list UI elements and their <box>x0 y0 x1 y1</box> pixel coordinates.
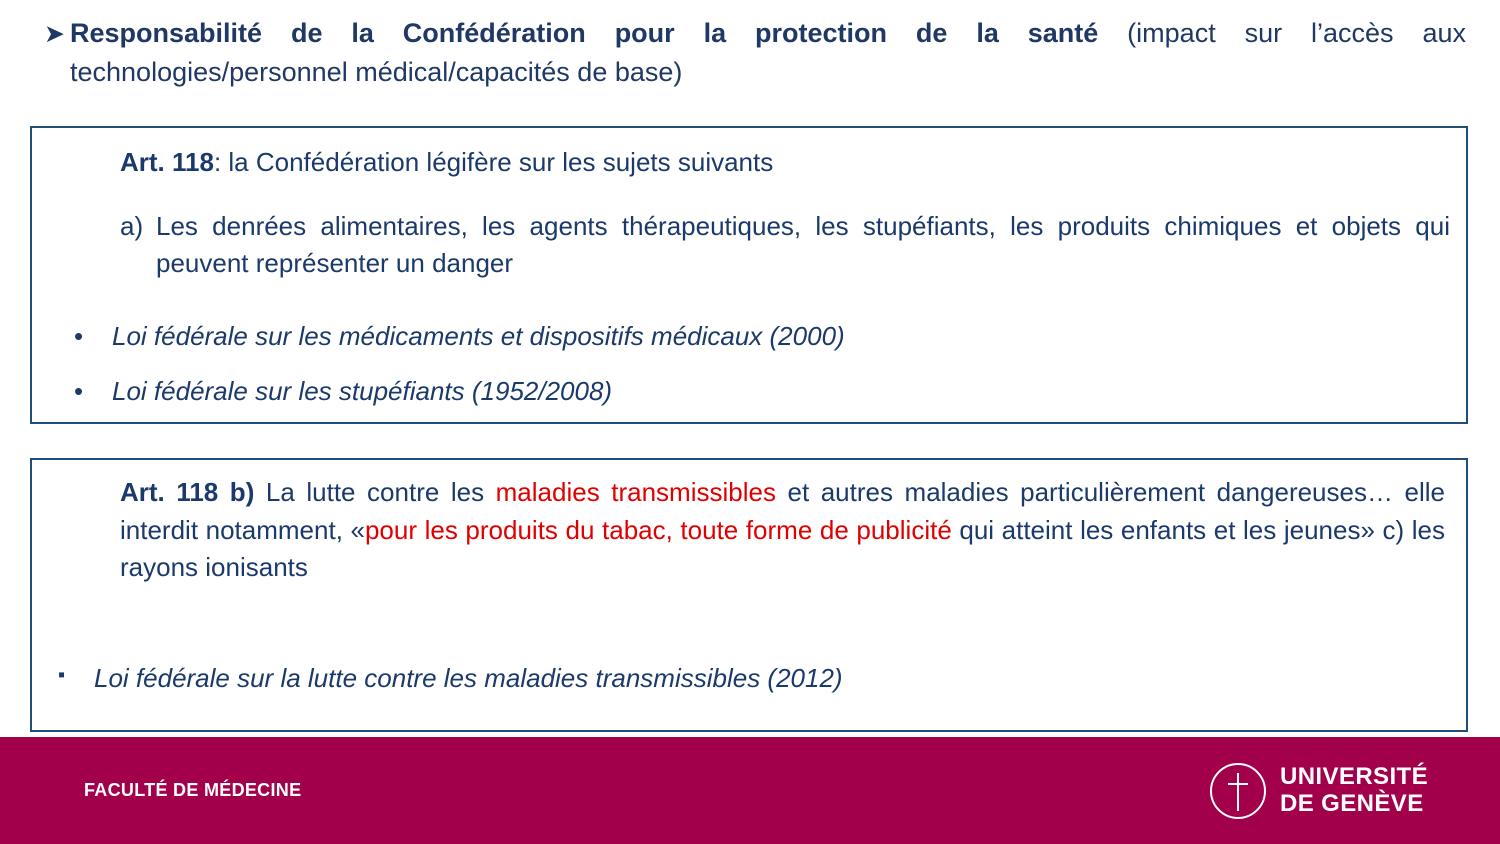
art118-heading <box>120 144 1440 180</box>
law-item-medicaments <box>66 318 1446 354</box>
art118b-highlight-1: maladies transmissibles <box>495 477 776 507</box>
law-item-transmissibles-text: Loi fédérale sur la lutte contre les maladies transmissibles (2012) <box>94 663 843 693</box>
law-item-stupefiants <box>66 373 1446 409</box>
arrow-bullet-icon: ➤ <box>44 20 65 48</box>
footer-bar <box>0 737 1500 844</box>
top-bullet-rest: (impact sur l’accès aux technologies/personnel médical/capacités de base) <box>70 18 1466 87</box>
art118-item-a <box>120 208 1450 282</box>
art118-item-a-text: Les denrées alimentaires, les agents thérapeutiques, les stupéfiants, les produits chimiques et objets qui peuvent représenter un danger <box>156 211 1450 278</box>
art118-heading-text: : la Confédération légifère sur les sujets suivants <box>213 147 774 177</box>
bullet-square-icon: ▪ <box>58 664 66 686</box>
art118b-segment-3: qui atteint les enfants et les jeunes» c) les rayons ionisants <box>120 514 1445 583</box>
bullet-dot-icon: • <box>74 376 84 406</box>
top-bullet <box>34 14 1466 92</box>
university-wordmark <box>1280 764 1428 818</box>
faculty-label: FACULTÉ DE MÉDECINE <box>84 780 302 800</box>
law-item-medicaments-text: Loi fédérale sur les médicaments et dispositifs médicaux (2000) <box>112 321 845 351</box>
art118-box <box>30 126 1468 424</box>
art118b-highlight-2: pour les produits du tabac, toute forme de publicité <box>364 514 952 545</box>
bullet-dot-icon: • <box>74 321 84 351</box>
art118b-label: Art. 118 b) <box>120 477 255 507</box>
art118-item-a-label: a) <box>120 211 144 241</box>
university-logo <box>1210 763 1428 819</box>
university-name-line1: UNIVERSITÉ <box>1279 763 1428 791</box>
art118-heading-label: Art. 118 <box>120 147 214 177</box>
university-name-line2: DE GENÈVE <box>1279 790 1424 817</box>
law-item-transmissibles <box>52 660 1452 696</box>
crest-icon <box>1210 763 1266 819</box>
top-bullet-bold: Responsabilité de la Confédération pour la protection de la santé <box>70 18 1099 48</box>
art118b-segment-1: La lutte contre les <box>254 477 496 507</box>
art118b-box <box>30 458 1468 732</box>
top-bullet-text <box>70 14 1466 92</box>
art118b-segment-2: et autres maladies particulièrement dangereuses… elle interdit notamment, « <box>120 477 1445 545</box>
art118b-paragraph <box>120 474 1445 587</box>
law-item-stupefiants-text: Loi fédérale sur les stupéfiants (1952/2008) <box>112 376 613 406</box>
